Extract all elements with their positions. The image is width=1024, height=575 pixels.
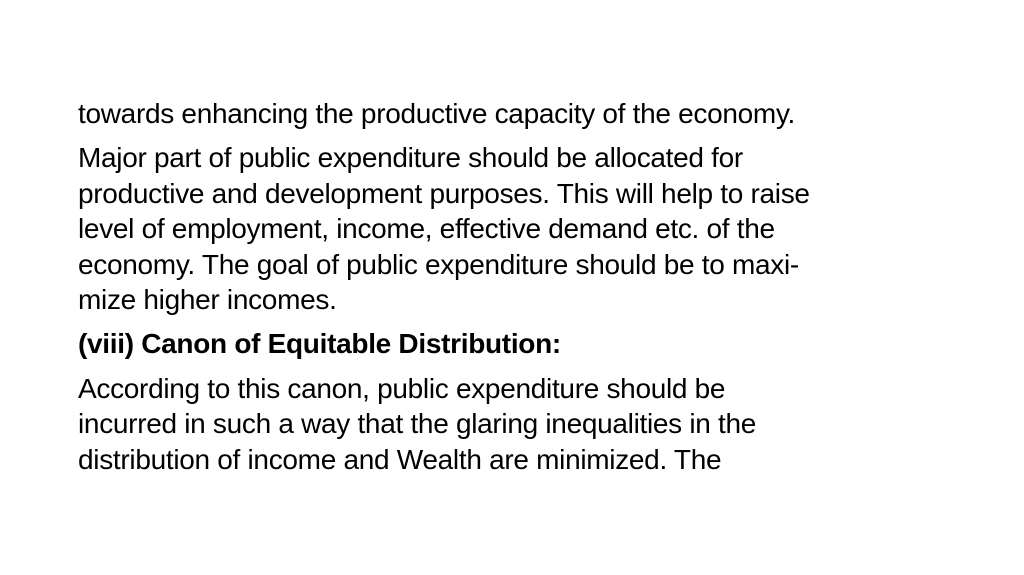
paragraph-equitable-distribution — [78, 371, 948, 477]
paragraph-productive-purposes — [78, 140, 948, 317]
text-line: productive and development purposes. This will help to raise — [78, 177, 810, 209]
text-line: mize higher incomes. — [78, 284, 337, 316]
section-heading — [78, 326, 948, 361]
slide-body — [78, 96, 948, 486]
text-line: incurred in such a way that the glaring inequalities in the — [78, 408, 757, 440]
text-line: Major part of public expenditure should be allocated for — [78, 142, 743, 174]
heading-text: (viii) Canon of Equitable Distribution: — [78, 328, 561, 360]
paragraph-continuation — [78, 96, 948, 131]
text-line: towards enhancing the productive capacity of the economy. — [78, 98, 796, 129]
text-line: level of employment, income, effective demand etc. of the — [78, 213, 775, 245]
text-line: economy. The goal of public expenditure should be to maxi- — [78, 248, 799, 280]
text-line: According to this canon, public expenditure should be — [78, 372, 726, 404]
text-line: distribution of income and Wealth are minimized. The — [78, 443, 722, 475]
